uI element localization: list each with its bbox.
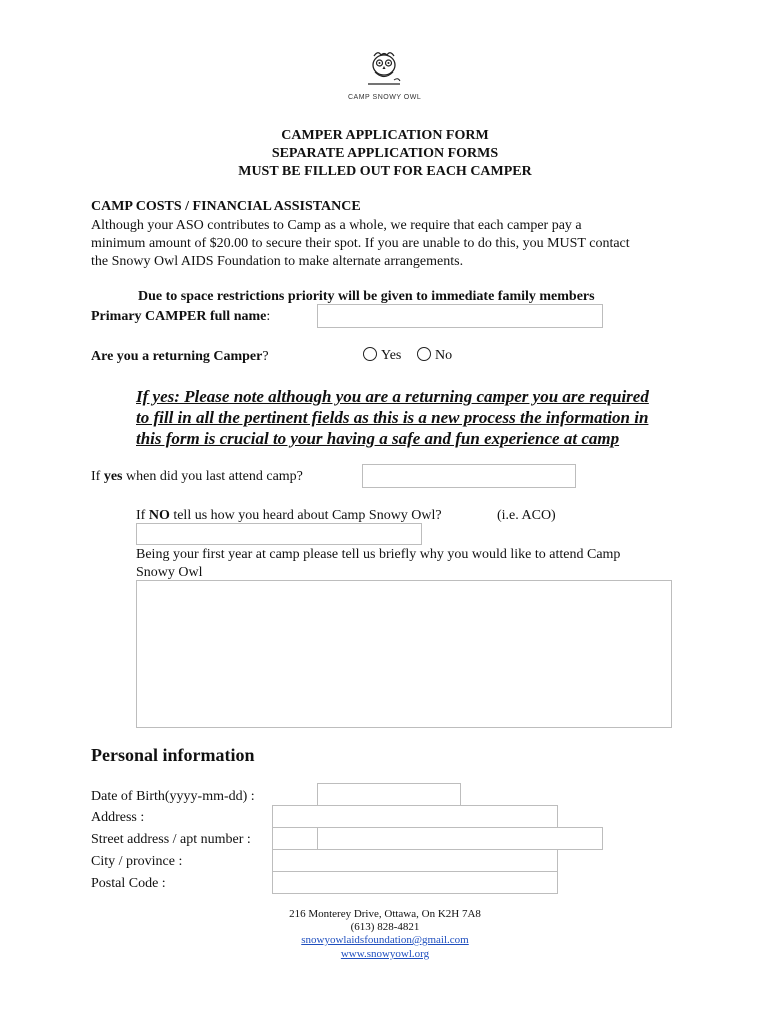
owl-icon bbox=[348, 48, 420, 94]
footer-email-link[interactable]: snowyowlaidsfoundation@gmail.com bbox=[301, 934, 469, 946]
footer-website-link[interactable]: www.snowyowl.org bbox=[340, 948, 430, 960]
dob-label: Date of Birth(yyyy-mm-dd) : bbox=[91, 789, 255, 804]
footer-phone: (613) 828-4821 bbox=[350, 921, 420, 933]
city-label: City / province : bbox=[91, 854, 183, 869]
heard-about-field[interactable] bbox=[136, 523, 422, 545]
street-label: Street address / apt number : bbox=[91, 832, 251, 847]
apt-number-field[interactable] bbox=[272, 827, 318, 850]
radio-yes-circle[interactable] bbox=[363, 347, 377, 361]
form-subtitle-2: MUST BE FILLED OUT FOR EACH CAMPER bbox=[238, 164, 532, 179]
city-field[interactable] bbox=[272, 849, 558, 872]
personal-info-heading: Personal information bbox=[91, 745, 255, 765]
address-label: Address : bbox=[91, 810, 145, 825]
street-address-field[interactable] bbox=[317, 827, 603, 850]
radio-no-circle[interactable] bbox=[417, 347, 431, 361]
camper-name-label: Primary CAMPER full name: bbox=[91, 309, 271, 324]
footer-website-wrap bbox=[0, 947, 770, 961]
returning-notice-line: to fill in all the pertinent fields as this is a new process the information in bbox=[136, 408, 649, 427]
radio-yes[interactable]: Yes bbox=[363, 347, 401, 365]
priority-note: Due to space restrictions priority will be given to immediate family members bbox=[138, 289, 595, 304]
postal-label: Postal Code : bbox=[91, 876, 166, 891]
radio-no[interactable]: No bbox=[417, 347, 452, 365]
why-attend-textarea[interactable] bbox=[136, 580, 672, 728]
returning-notice-line: If yes: Please note although you are a returning camper you are required bbox=[136, 387, 649, 406]
costs-text-line: minimum amount of $20.00 to secure their spot. If you are unable to do this, you MUST contact bbox=[91, 236, 630, 251]
costs-heading: CAMP COSTS / FINANCIAL ASSISTANCE bbox=[91, 199, 361, 214]
form-title: CAMPER APPLICATION FORM bbox=[281, 128, 489, 143]
why-attend-label: Being your first year at camp please tell us briefly why you would like to attend Camp bbox=[136, 547, 621, 562]
heard-about-example: (i.e. ACO) bbox=[497, 508, 556, 523]
form-subtitle: SEPARATE APPLICATION FORMS bbox=[271, 146, 499, 161]
heard-about-label: If NO tell us how you heard about Camp Snowy Owl? bbox=[136, 508, 442, 523]
camper-name-field[interactable] bbox=[317, 304, 603, 328]
footer-email-wrap bbox=[0, 933, 770, 947]
last-attend-label: If yes when did you last attend camp? bbox=[91, 469, 303, 484]
logo-caption: CAMP SNOWY OWL bbox=[348, 94, 422, 101]
costs-text-line: Although your ASO contributes to Camp as a whole, we require that each camper pay a bbox=[91, 218, 582, 233]
dob-field[interactable] bbox=[317, 783, 461, 806]
footer-address: 216 Monterey Drive, Ottawa, On K2H 7A8 bbox=[289, 908, 481, 920]
last-attend-field[interactable] bbox=[362, 464, 576, 488]
why-attend-label-2: Snowy Owl bbox=[136, 565, 203, 580]
returning-camper-label: Are you a returning Camper? bbox=[91, 349, 269, 364]
returning-notice-line: this form is crucial to your having a safe and fun experience at camp bbox=[136, 429, 620, 448]
postal-code-field[interactable] bbox=[272, 871, 558, 894]
address-field[interactable] bbox=[272, 805, 558, 828]
camp-snowy-owl-logo bbox=[348, 48, 420, 108]
costs-text-line: the Snowy Owl AIDS Foundation to make alternate arrangements. bbox=[91, 254, 464, 269]
